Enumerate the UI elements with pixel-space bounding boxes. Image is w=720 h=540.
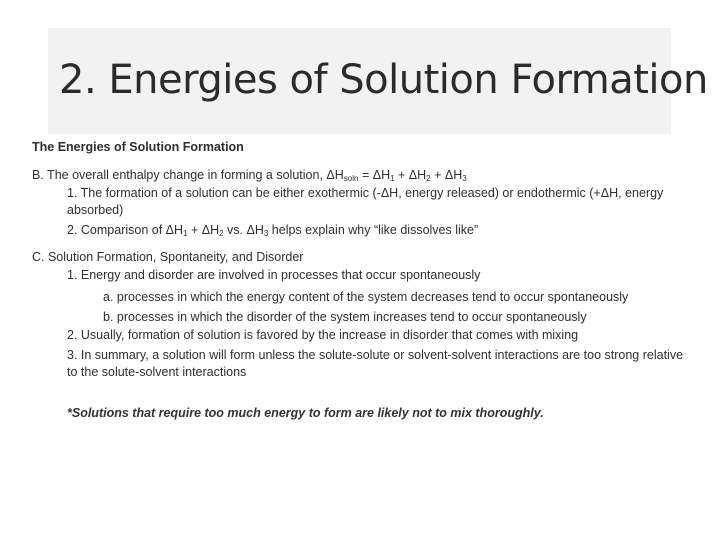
- subscript-1: 1: [183, 229, 188, 238]
- point-b2-mid2: vs. ΔH: [223, 223, 264, 237]
- point-b: [32, 165, 692, 185]
- point-b2: [32, 222, 692, 239]
- subscript-2: 2: [426, 174, 431, 183]
- section-heading: The Energies of Solution Formation: [32, 140, 244, 154]
- point-b1: 1. The formation of a solution can be either exothermic (-ΔH, energy released) or endothermic (+ΔH, energy absorbed): [67, 186, 664, 217]
- point-b2-mid1: + ΔH: [187, 223, 220, 237]
- point-c2: 2. Usually, formation of solution is favored by the increase in disorder that comes with mixing: [67, 328, 579, 342]
- subscript-1: 1: [390, 174, 395, 183]
- title-band: [48, 28, 708, 134]
- subscript-3: 3: [462, 174, 467, 183]
- point-c1a: a. processes in which the energy content of the system decreases tend to occur spontaneously: [103, 290, 629, 304]
- point-b-eq1: = ΔH: [358, 168, 391, 182]
- subscript-soln: soln: [343, 174, 359, 183]
- slide-content: [32, 137, 692, 423]
- point-c: C. Solution Formation, Spontaneity, and Disorder: [32, 250, 304, 264]
- point-b2-pre: 2. Comparison of ΔH: [67, 223, 184, 237]
- point-b-eq2: + ΔH: [394, 168, 427, 182]
- point-b-text: B. The overall enthalpy change in forming a solution, ΔH: [32, 168, 344, 182]
- point-b-eq3: + ΔH: [430, 168, 463, 182]
- point-c1b: b. processes in which the disorder of the system increases tend to occur spontaneously: [103, 310, 587, 324]
- slide-title: 2. Energies of Solution Formation: [59, 57, 708, 103]
- point-b2-post: helps explain why “like dissolves like”: [268, 223, 479, 237]
- footnote: *Solutions that require too much energy to form are likely not to mix thoroughly.: [67, 406, 544, 420]
- subscript-2: 2: [219, 229, 224, 238]
- point-c3: 3. In summary, a solution will form unless the solute-solute or solvent-solvent interactions are too strong relative to the solute-solvent interactions: [67, 348, 684, 379]
- subscript-3: 3: [263, 229, 269, 238]
- point-c1: 1. Energy and disorder are involved in processes that occur spontaneously: [67, 268, 481, 282]
